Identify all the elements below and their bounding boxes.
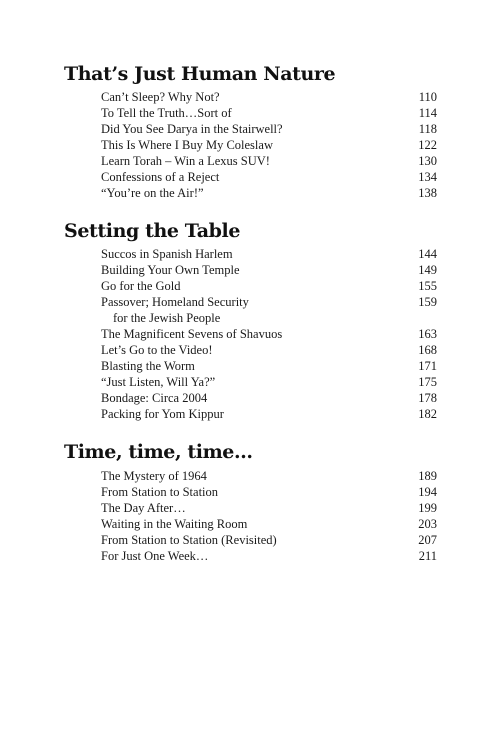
toc-entry[interactable]	[101, 468, 437, 484]
entry-title: Packing for Yom Kippur	[101, 407, 224, 421]
toc-entry[interactable]	[101, 342, 437, 358]
section-title: Setting the Table	[64, 220, 241, 242]
entry-title: The Mystery of 1964	[101, 469, 207, 483]
entry-title: To Tell the Truth…Sort of	[101, 106, 232, 120]
entry-page-number: 130	[418, 154, 437, 168]
entry-page-number: 149	[418, 263, 437, 277]
entry-title: Succos in Spanish Harlem	[101, 247, 233, 261]
entry-page-number: 178	[418, 391, 437, 405]
toc-entry[interactable]	[101, 294, 437, 326]
toc-entry[interactable]	[101, 246, 437, 262]
entry-title: “You’re on the Air!”	[101, 186, 204, 200]
entry-page-number: 182	[418, 407, 437, 421]
entry-title: Confessions of a Reject	[101, 170, 220, 184]
entry-title: Go for the Gold	[101, 279, 181, 293]
entry-title: Building Your Own Temple	[101, 263, 240, 277]
toc-entry[interactable]	[101, 137, 437, 153]
toc-entry[interactable]	[101, 185, 437, 201]
entry-page-number: 122	[418, 138, 437, 152]
section-title: That’s Just Human Nature	[64, 63, 336, 85]
entry-title-continuation: for the Jewish People	[113, 311, 221, 325]
entry-title: Waiting in the Waiting Room	[101, 517, 248, 531]
entry-title: The Magnificent Sevens of Shavuos	[101, 327, 283, 341]
entry-title: Let’s Go to the Video!	[101, 343, 213, 357]
entry-title: “Just Listen, Will Ya?”	[101, 375, 216, 389]
entry-page-number: 189	[418, 469, 437, 483]
toc-entry[interactable]	[101, 262, 437, 278]
entry-page-number: 144	[418, 247, 437, 261]
entry-page-number: 203	[418, 517, 437, 531]
toc-entry[interactable]	[101, 121, 437, 137]
toc-entry[interactable]	[101, 105, 437, 121]
entry-page-number: 110	[418, 90, 437, 104]
entry-page-number: 118	[418, 122, 437, 136]
toc-entry[interactable]	[101, 326, 437, 342]
section-title: Time, time, time…	[64, 441, 253, 463]
toc-entry[interactable]	[101, 516, 437, 532]
toc-entry[interactable]	[101, 169, 437, 185]
entry-title: The Day After…	[101, 501, 186, 515]
entry-title: Bondage: Circa 2004	[101, 391, 208, 405]
entry-page-number: 194	[418, 485, 437, 499]
entry-page-number: 199	[418, 501, 437, 515]
entry-page-number: 168	[418, 343, 437, 357]
toc-entry[interactable]	[101, 406, 437, 422]
toc-entry[interactable]	[101, 278, 437, 294]
entry-page-number: 138	[418, 186, 437, 200]
entry-title: From Station to Station (Revisited)	[101, 533, 277, 547]
entry-title: Learn Torah – Win a Lexus SUV!	[101, 154, 270, 168]
toc-entry[interactable]	[101, 548, 437, 564]
entry-title: Did You See Darya in the Stairwell?	[101, 122, 283, 136]
toc-entry[interactable]	[101, 153, 437, 169]
toc-entry[interactable]	[101, 89, 437, 105]
toc-entry[interactable]	[101, 484, 437, 500]
entry-title: Blasting the Worm	[101, 359, 195, 373]
toc-entry[interactable]	[101, 358, 437, 374]
entry-page-number: 163	[418, 327, 437, 341]
entry-title: From Station to Station	[101, 485, 219, 499]
entry-page-number: 171	[418, 359, 437, 373]
entry-title: For Just One Week…	[101, 549, 209, 563]
entry-page-number: 134	[418, 170, 437, 184]
entry-page-number: 155	[418, 279, 437, 293]
toc-entry[interactable]	[101, 390, 437, 406]
entry-title: Can’t Sleep? Why Not?	[101, 90, 220, 104]
entry-page-number: 211	[418, 549, 437, 563]
toc-entry[interactable]	[101, 374, 437, 390]
entry-page-number: 207	[418, 533, 437, 547]
entry-title: Passover; Homeland Security	[101, 295, 249, 309]
toc-entry[interactable]	[101, 500, 437, 516]
entry-page-number: 175	[418, 375, 437, 389]
entry-page-number: 114	[418, 106, 437, 120]
toc-entry[interactable]	[101, 532, 437, 548]
entry-page-number: 159	[418, 295, 437, 309]
entry-title: This Is Where I Buy My Coleslaw	[101, 138, 273, 152]
